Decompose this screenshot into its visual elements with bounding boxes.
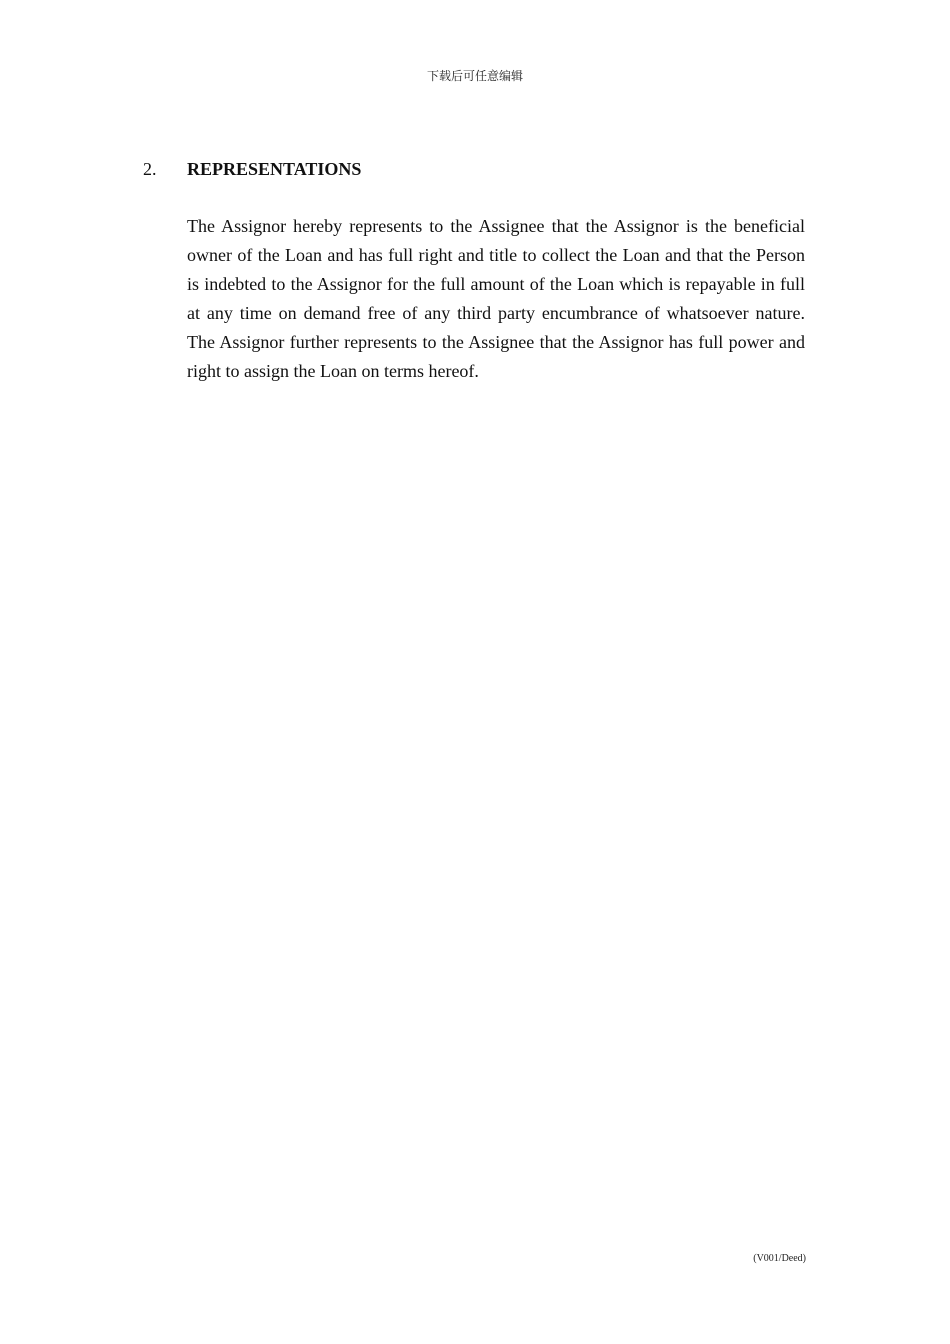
section-number: 2. (143, 159, 157, 179)
header-note: 下载后可任意编辑 (426, 69, 523, 83)
section-body-paragraph: The Assignor hereby represents to the Assignee that the Assignor is the beneficial owner of the Loan and has full right and title to collect the Loan and that the Person is indebted to the Assignor for the full amount of the Loan which is repayable in full at any time on demand free of any third party encumbrance of whatsoever nature. The Assignor further represents to the Assignee that the Assignor has full power and right to assign the Loan on terms hereof. (187, 216, 814, 381)
footer-reference: (V001/Deed) (753, 1253, 806, 1264)
section-heading: REPRESENTATIONS (187, 159, 362, 179)
